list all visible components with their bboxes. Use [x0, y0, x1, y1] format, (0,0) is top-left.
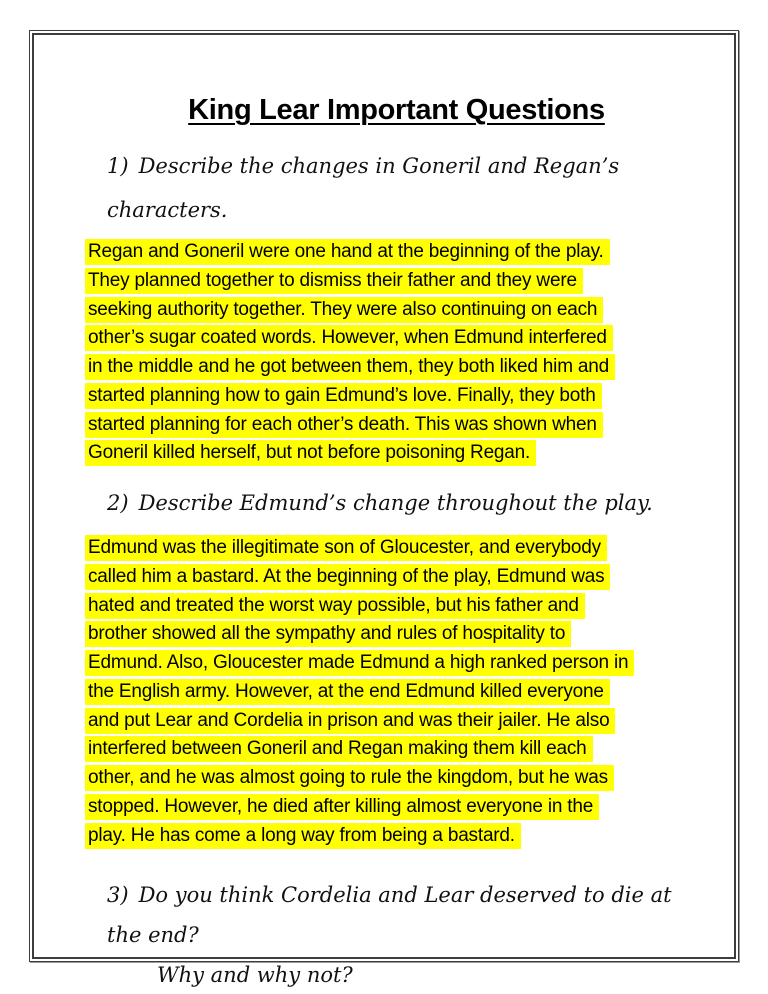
answer-1 [85, 239, 708, 469]
question-2-text: Describe Edmund’s change throughout the play. [138, 491, 653, 515]
answer-line [85, 535, 708, 564]
question-3 [85, 875, 708, 994]
answer-line [85, 383, 708, 412]
highlighted-text: the English army. However, at the end Edmund killed everyone [85, 679, 610, 705]
answer-line [85, 412, 708, 441]
answer-line [85, 679, 708, 708]
answer-line [85, 736, 708, 765]
highlighted-text: and put Lear and Cordelia in prison and was their jailer. He also [85, 708, 615, 734]
question-1 [85, 144, 708, 232]
answer-line [85, 440, 708, 469]
answer-2 [85, 535, 708, 851]
question-3-line-1 [107, 875, 708, 955]
question-1-text: Describe the changes in Goneril and Regan’s characters. [107, 154, 620, 222]
answer-line [85, 593, 708, 622]
answer-line [85, 708, 708, 737]
answer-line [85, 765, 708, 794]
answer-line [85, 297, 708, 326]
answer-line [85, 794, 708, 823]
highlighted-text: interfered between Goneril and Regan making them kill each [85, 736, 593, 762]
highlighted-text: hated and treated the worst way possible, but his father and [85, 593, 585, 619]
highlighted-text: play. He has come a long way from being a bastard. [85, 823, 521, 849]
highlighted-text: other, and he was almost going to rule the kingdom, but he was [85, 765, 614, 791]
answer-line [85, 650, 708, 679]
page-content [85, 35, 708, 994]
highlighted-text: in the middle and he got between them, they both liked him and [85, 354, 615, 380]
question-1-number: 1) [107, 154, 129, 178]
answer-line [85, 621, 708, 650]
page-title: King Lear Important Questions [188, 94, 605, 126]
answer-line [85, 564, 708, 593]
answer-line [85, 239, 708, 268]
answer-line [85, 325, 708, 354]
answer-line [85, 268, 708, 297]
highlighted-text: Goneril killed herself, but not before poisoning Regan. [85, 440, 536, 466]
highlighted-text: Regan and Goneril were one hand at the beginning of the play. [85, 239, 610, 265]
highlighted-text: other’s sugar coated words. However, when Edmund interfered [85, 325, 613, 351]
question-3-line-2: Why and why not? [157, 963, 353, 988]
highlighted-text: stopped. However, he died after killing almost everyone in the [85, 794, 599, 820]
highlighted-text: called him a bastard. At the beginning of the play, Edmund was [85, 564, 610, 590]
highlighted-text: seeking authority together. They were also continuing on each [85, 297, 603, 323]
highlighted-text: Edmund. Also, Gloucester made Edmund a high ranked person in [85, 650, 634, 676]
answer-line [85, 823, 708, 852]
question-3-text: Do you think Cordelia and Lear deserved to die at the end? [107, 883, 672, 948]
highlighted-text: brother showed all the sympathy and rules of hospitality to [85, 621, 571, 647]
answer-line [85, 354, 708, 383]
highlighted-text: started planning how to gain Edmund’s love. Finally, they both [85, 383, 602, 409]
highlighted-text: They planned together to dismiss their father and they were [85, 268, 583, 294]
highlighted-text: Edmund was the illegitimate son of Gloucester, and everybody [85, 535, 607, 561]
question-3-number: 3) [107, 883, 129, 908]
question-2-number: 2) [107, 491, 129, 515]
question-2 [85, 481, 708, 525]
highlighted-text: started planning for each other’s death. This was shown when [85, 412, 603, 438]
